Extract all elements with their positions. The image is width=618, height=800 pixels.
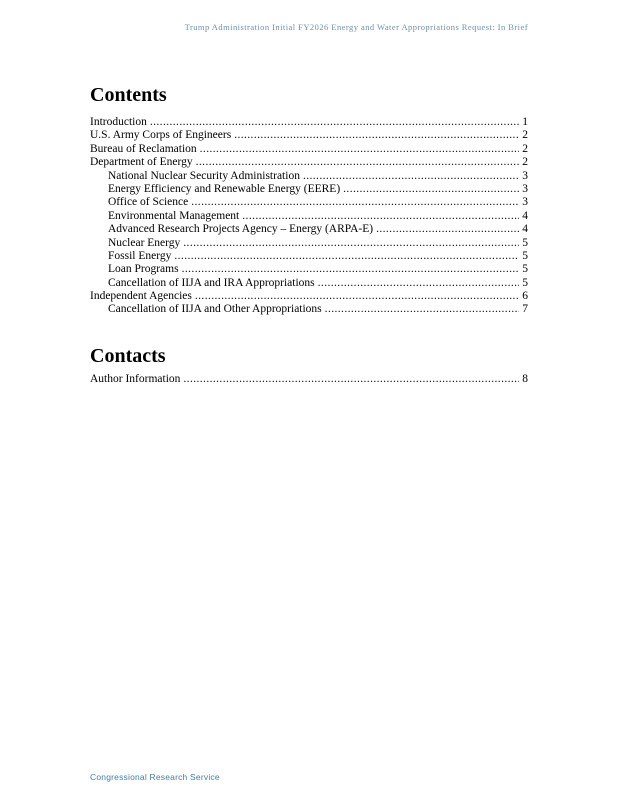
toc-entry[interactable] xyxy=(90,156,528,169)
table-of-contents xyxy=(90,116,528,317)
toc-entry-page: 3 xyxy=(522,196,528,209)
toc-entry-title: Fossil Energy xyxy=(108,249,172,262)
toc-entry[interactable] xyxy=(90,250,528,263)
dot-leader xyxy=(191,196,519,209)
toc-entry[interactable] xyxy=(90,183,528,196)
toc-entry[interactable] xyxy=(90,223,528,236)
toc-entry-page: 3 xyxy=(522,182,528,195)
contents-heading: Contents xyxy=(90,84,167,106)
toc-entry-title: Author Information xyxy=(90,372,181,385)
toc-entry-page: 4 xyxy=(522,209,528,222)
dot-leader xyxy=(182,263,520,276)
page-body xyxy=(90,85,528,386)
dot-leader xyxy=(343,183,519,196)
toc-entry[interactable] xyxy=(90,277,528,290)
contacts-list xyxy=(90,373,528,386)
toc-entry-title: Nuclear Energy xyxy=(108,236,181,249)
toc-entry-page: 8 xyxy=(522,372,528,385)
toc-entry-title: Environmental Management xyxy=(108,209,240,222)
dot-leader xyxy=(376,223,519,236)
toc-entry-title: Introduction xyxy=(90,116,147,128)
toc-entry-page: 5 xyxy=(522,236,528,249)
toc-entry-page: 2 xyxy=(522,142,528,155)
toc-entry-title: Cancellation of IIJA and Other Appropriations xyxy=(108,303,322,316)
contacts-heading: Contacts xyxy=(90,344,166,367)
toc-entry[interactable] xyxy=(90,290,528,303)
toc-entry-title: Department of Energy xyxy=(90,156,193,169)
toc-entry-page: 2 xyxy=(522,156,528,169)
dot-leader xyxy=(234,129,519,142)
toc-entry-page: 5 xyxy=(522,249,528,262)
toc-entry-page: 5 xyxy=(522,276,528,289)
dot-leader xyxy=(318,277,520,290)
toc-entry-title: National Nuclear Security Administration xyxy=(108,169,300,182)
toc-entry-page: 2 xyxy=(522,129,528,142)
toc-entry[interactable] xyxy=(90,116,528,129)
toc-entry-title: Cancellation of IIJA and IRA Appropriations xyxy=(108,276,315,289)
dot-leader xyxy=(183,237,519,250)
toc-entry[interactable] xyxy=(90,210,528,223)
toc-entry[interactable] xyxy=(90,170,528,183)
toc-entry-title: Independent Agencies xyxy=(90,290,192,303)
toc-entry-title: Office of Science xyxy=(108,196,189,209)
toc-entry-page: 1 xyxy=(522,116,528,128)
toc-entry[interactable] xyxy=(90,143,528,156)
toc-entry[interactable] xyxy=(90,263,528,276)
toc-entry[interactable] xyxy=(90,237,528,250)
dot-leader xyxy=(196,156,520,169)
toc-entry-page: 5 xyxy=(522,263,528,276)
footer-brand: Congressional Research Service xyxy=(90,772,220,782)
dot-leader xyxy=(195,290,519,303)
toc-entry[interactable] xyxy=(90,196,528,209)
toc-entry-page: 6 xyxy=(522,290,528,303)
toc-entry-title: Bureau of Reclamation xyxy=(90,142,197,155)
dot-leader xyxy=(174,250,519,263)
toc-entry-page: 7 xyxy=(522,303,528,316)
toc-entry-page: 3 xyxy=(522,169,528,182)
toc-entry-page: 4 xyxy=(522,223,528,236)
toc-entry-title: U.S. Army Corps of Engineers xyxy=(90,129,232,142)
toc-entry[interactable] xyxy=(90,129,528,142)
dot-leader xyxy=(242,210,519,223)
dot-leader xyxy=(325,303,520,316)
toc-entry-title: Advanced Research Projects Agency – Energy (ARPA-E) xyxy=(108,223,374,236)
dot-leader xyxy=(150,116,519,129)
running-header: Trump Administration Initial FY2026 Energy and Water Appropriations Request: In Brief xyxy=(184,22,528,32)
toc-entry-title: Energy Efficiency and Renewable Energy (EERE) xyxy=(108,182,341,195)
dot-leader xyxy=(200,143,520,156)
toc-entry-title: Loan Programs xyxy=(108,263,179,276)
dot-leader xyxy=(183,373,519,386)
dot-leader xyxy=(303,170,519,183)
toc-entry[interactable] xyxy=(90,373,528,386)
toc-entry[interactable] xyxy=(90,303,528,316)
